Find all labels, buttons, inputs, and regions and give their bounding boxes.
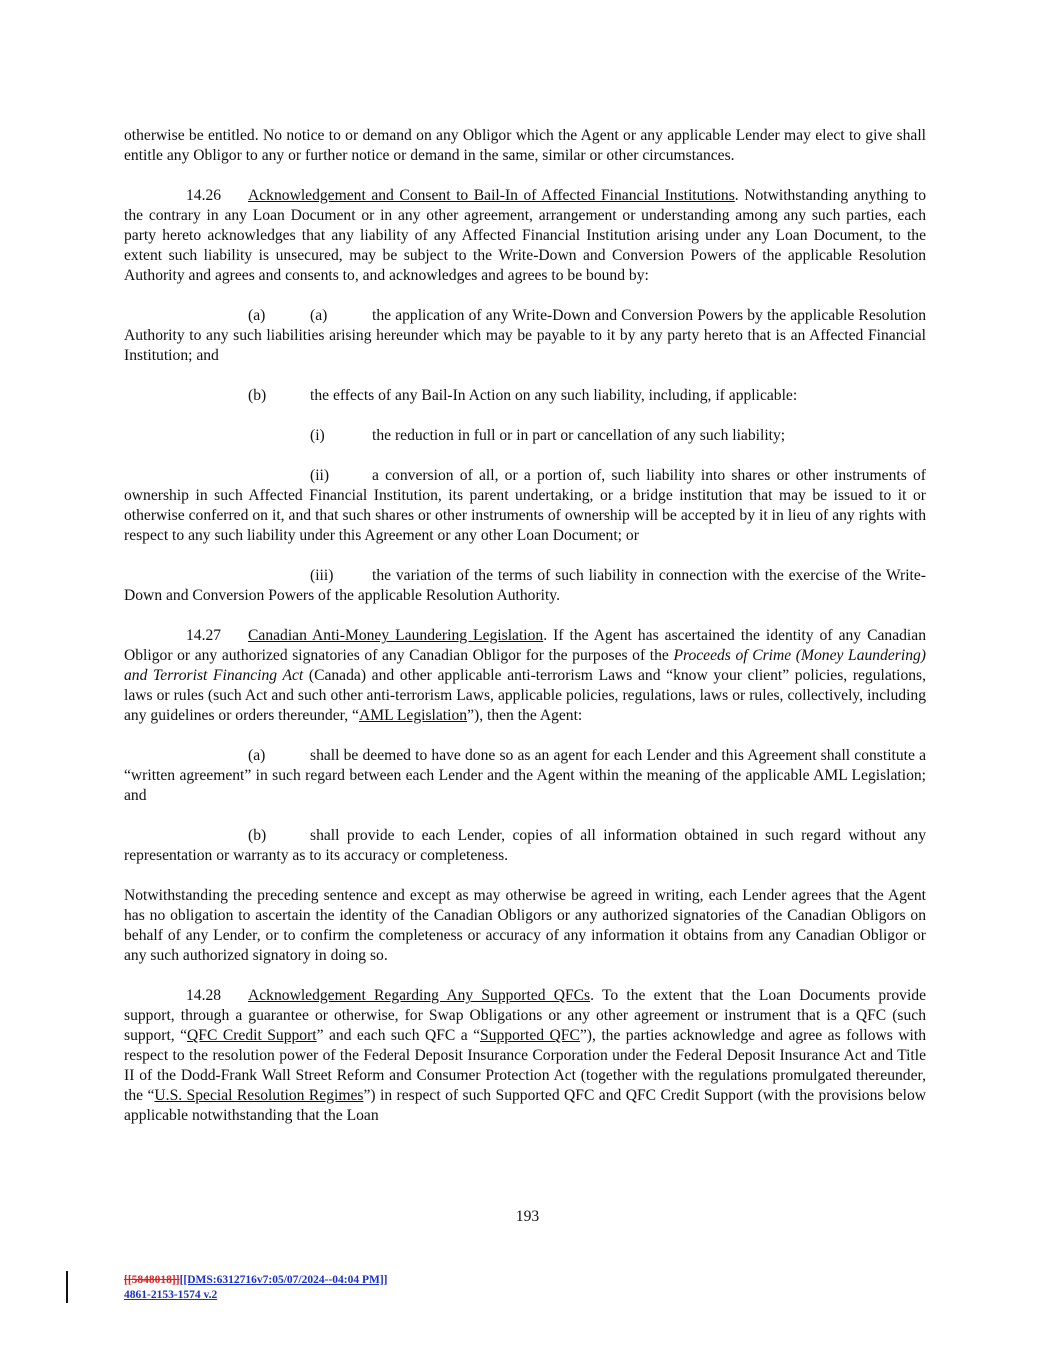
clause-label: (i)	[310, 427, 325, 444]
section-text: ”) in respect of such Supported QFC and QFC Credit Support (with the provisions below applicable notwithstanding that the Loan	[124, 1087, 926, 1124]
page-body	[124, 126, 926, 1126]
clause-a	[124, 306, 926, 366]
clause-b	[124, 386, 926, 406]
defined-term: QFC Credit Support	[187, 1027, 317, 1044]
intro-paragraph: otherwise be entitled. No notice to or demand on any Obligor which the Agent or any applicable Lender may elect to give shall entitle any Obligor to any or further notice or demand in the same, similar or other circumstances.	[124, 127, 926, 164]
clause-a-aml	[124, 746, 926, 806]
defined-term: Supported QFC	[480, 1027, 580, 1044]
section-text: ”), the parties acknowledge and agree as follows with respect to the resolution power of the Federal Deposit Insurance Corporation under the Federal Deposit Insurance Act and Title II of the Dodd-Frank Wall Street Reform and Consumer Protection Act (together with the regulations promulgated thereunder, the “	[124, 1027, 927, 1104]
section-number: 14.26	[186, 187, 222, 204]
clause-ii	[124, 466, 926, 546]
clause-label-duplicate: (a)	[310, 307, 328, 324]
clause-text: the variation of the terms of such liability in connection with the exercise of the Write-Down and Conversion Powers of the applicable Resolution Authority.	[124, 567, 926, 604]
section-number: 14.28	[186, 987, 222, 1004]
section-14-27	[124, 626, 926, 726]
clause-text: the effects of any Bail-In Action on any such liability, including, if applicable:	[310, 387, 798, 404]
section-number: 14.27	[186, 627, 222, 644]
clause-label: (b)	[248, 827, 267, 844]
section-text: ”), then the Agent:	[467, 707, 583, 724]
inserted-doc-ref: [[DMS:6312716v7:05/07/2024--04:04 PM]]	[179, 1274, 388, 1286]
act-title: Proceeds of Crime (Money Laundering) and Terrorist Financing Act	[124, 647, 926, 684]
section-text: . If the Agent has ascertained the identity of any Canadian Obligor or any authorized signatories of any Canadian Obligor for the purposes of the	[124, 627, 926, 664]
clause-label: (iii)	[310, 567, 334, 584]
clause-text: shall provide to each Lender, copies of all information obtained in such regard without any representation or warranty as to its accuracy or completeness.	[124, 827, 926, 864]
clause-label: (b)	[248, 387, 267, 404]
clause-text: the reduction in full or in part or cancellation of any such liability;	[372, 427, 786, 444]
clause-text: shall be deemed to have done so as an agent for each Lender and this Agreement shall constitute a “written agreement” in such regard between each Lender and the Agent within the meaning of the applicable AML Legislation; and	[124, 747, 926, 804]
section-heading: Acknowledgement and Consent to Bail-In of Affected Financial Institutions	[248, 187, 735, 204]
section-heading: Canadian Anti-Money Laundering Legislation	[248, 627, 544, 644]
section-text: ” and each such QFC a “	[316, 1027, 480, 1044]
section-heading: Acknowledgement Regarding Any Supported QFCs	[248, 987, 591, 1004]
section-text: . To the extent that the Loan Documents provide support, through a guarantee or otherwise, for Swap Obligations or any other agreement or instrument that is a QFC (such support, “	[124, 987, 926, 1044]
clause-i	[124, 426, 926, 446]
section-text: (Canada) and other applicable anti-terrorism Laws and “know your client” policies, regulations, laws or rules (such Act and such other anti-terrorism Laws, applicable policies, regulations, laws or rules, collectively, including any guidelines or orders thereunder, “	[124, 667, 927, 724]
clause-text: a conversion of all, or a portion of, such liability into shares or other instruments of ownership in such Affected Financial Institution, its parent undertaking, or a bridge institution that may be issued to it or otherwise conferred on it, and that such shares or other instruments of ownership will be accepted by it in lieu of any rights with respect to any such liability under this Agreement or any other Loan Document; or	[124, 467, 926, 544]
section-14-28	[124, 986, 926, 1126]
defined-term: AML Legislation	[358, 707, 468, 724]
deleted-doc-ref: [[5848018]]	[124, 1274, 180, 1286]
document-number: 4861-2153-1574 v.2	[124, 1289, 218, 1301]
clause-label: (a)	[248, 747, 266, 764]
clause-label: (ii)	[310, 467, 330, 484]
page-number: 193	[515, 1208, 540, 1225]
clause-text: the application of any Write-Down and Conversion Powers by the applicable Resolution Authority to any such liabilities arising hereunder which may be payable to it by any party hereto that is an Affected Financial Institution; and	[124, 307, 926, 364]
document-footer	[124, 1273, 388, 1303]
clause-label: (a)	[248, 307, 266, 324]
clause-iii	[124, 566, 926, 606]
section-14-26	[124, 186, 926, 286]
defined-term: U.S. Special Resolution Regimes	[154, 1087, 364, 1104]
aml-closing-paragraph: Notwithstanding the preceding sentence and except as may otherwise be agreed in writing, each Lender agrees that the Agent has no obligation to ascertain the identity of the Canadian Obligors or any authorized signatories of the Canadian Obligors on behalf of any Lender, or to confirm the completeness or accuracy of any information it obtains from any Canadian Obligor or any such authorized signatory in doing so.	[124, 887, 926, 964]
change-bar	[66, 1271, 68, 1303]
section-text: . Notwithstanding anything to the contrary in any Loan Document or in any other agreement, arrangement or understanding among any such parties, each party hereto acknowledges that any liability of any Affected Financial Institution arising under any Loan Document, to the extent such liability is unsecured, may be subject to the Write-Down and Conversion Powers of the applicable Resolution Authority and agrees and consents to, and acknowledges and agrees to be bound by:	[124, 187, 926, 284]
clause-b-aml	[124, 826, 926, 866]
